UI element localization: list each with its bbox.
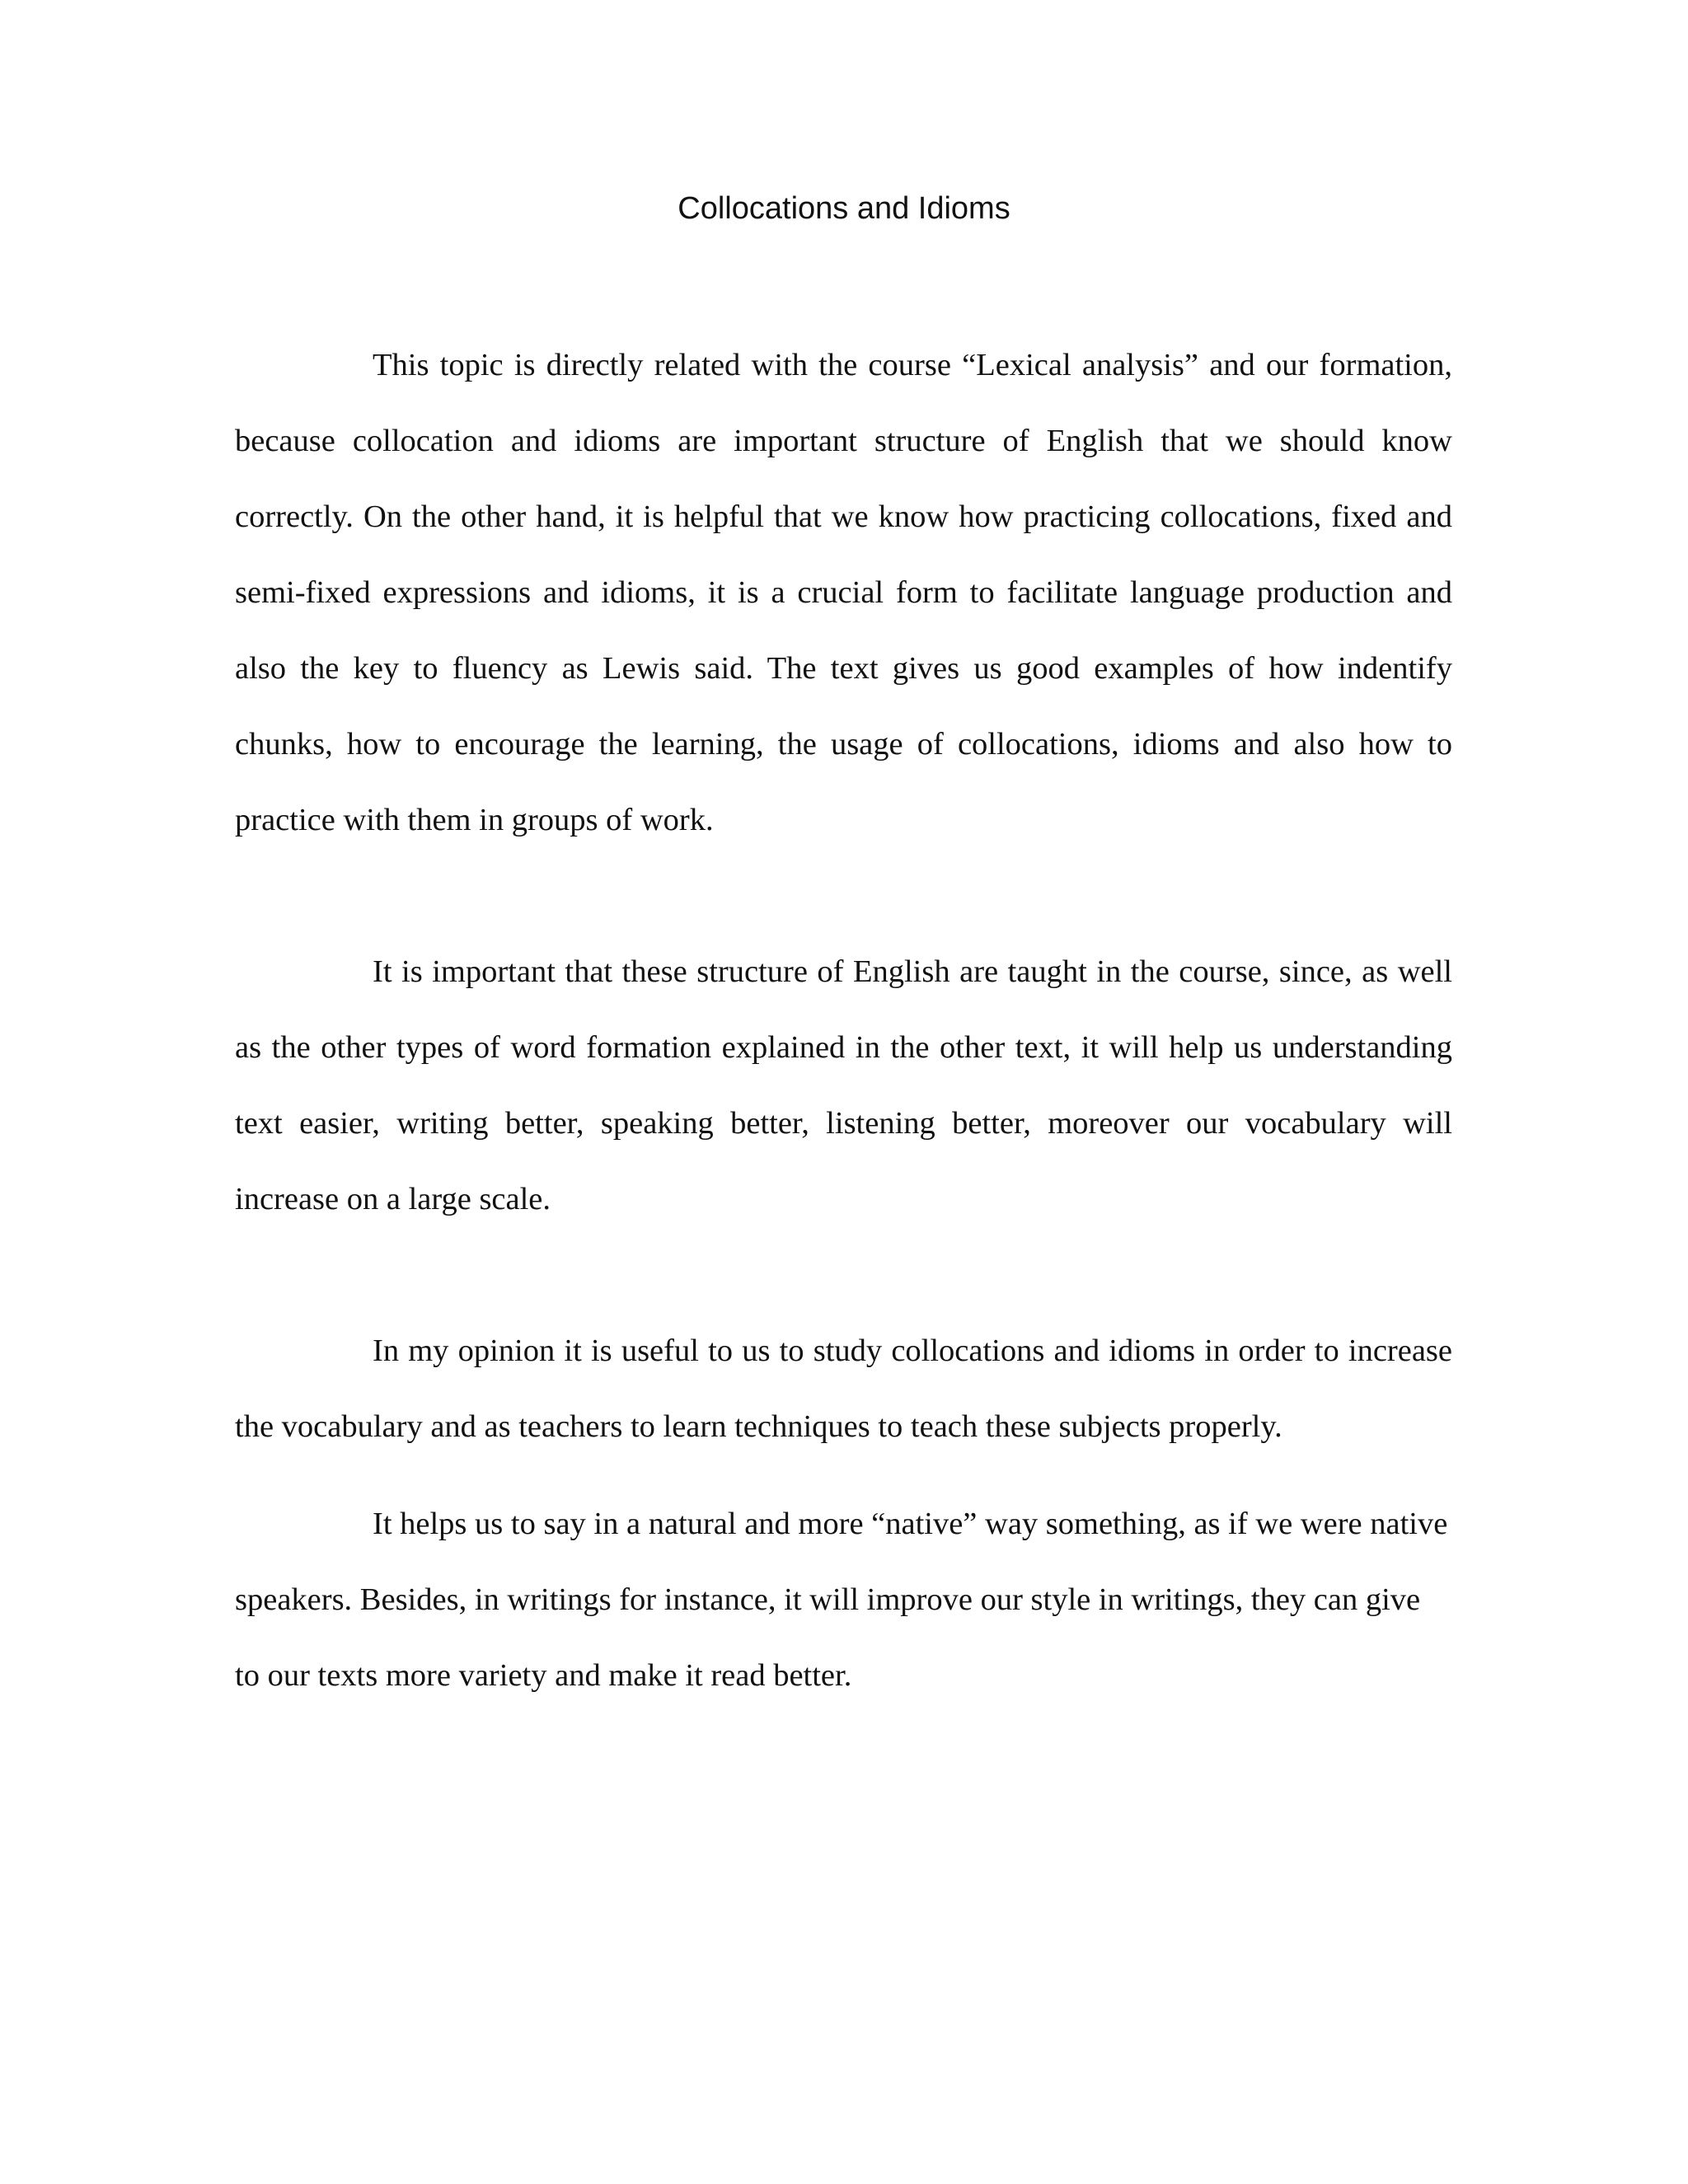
- paragraph-2: It is important that these structure of English are taught in the course, since, as well as the other types of word formation explained in the other text, it will help us understanding text easier, writing better, speaking better, listening better, moreover our vocabulary will increase on a large scale.: [235, 954, 1452, 1216]
- paragraph-3: In my opinion it is useful to us to study collocations and idioms in order to increase the vocabulary and as teachers to learn techniques to teach these subjects properly.: [235, 1333, 1452, 1444]
- paragraph-1: This topic is directly related with the course “Lexical analysis” and our formation, because collocation and idioms are important structure of English that we should know correctly. On the other hand, it is helpful that we know how practicing collocations, fixed and semi-fixed expressions and idioms, it is a crucial form to facilitate language production and also the key to fluency as Lewis said. The text gives us good examples of how indentify chunks, how to encourage the learning, the usage of collocations, idioms and also how to practice with them in groups of work.: [235, 348, 1452, 837]
- document-title: Collocations and Idioms: [678, 191, 1010, 226]
- paragraph-4: It helps us to say in a natural and more “native” way something, as if we were native speakers. Besides, in writings for instance, it will improve our style in writings, they can give to our texts more variety and make it read better.: [235, 1507, 1448, 1693]
